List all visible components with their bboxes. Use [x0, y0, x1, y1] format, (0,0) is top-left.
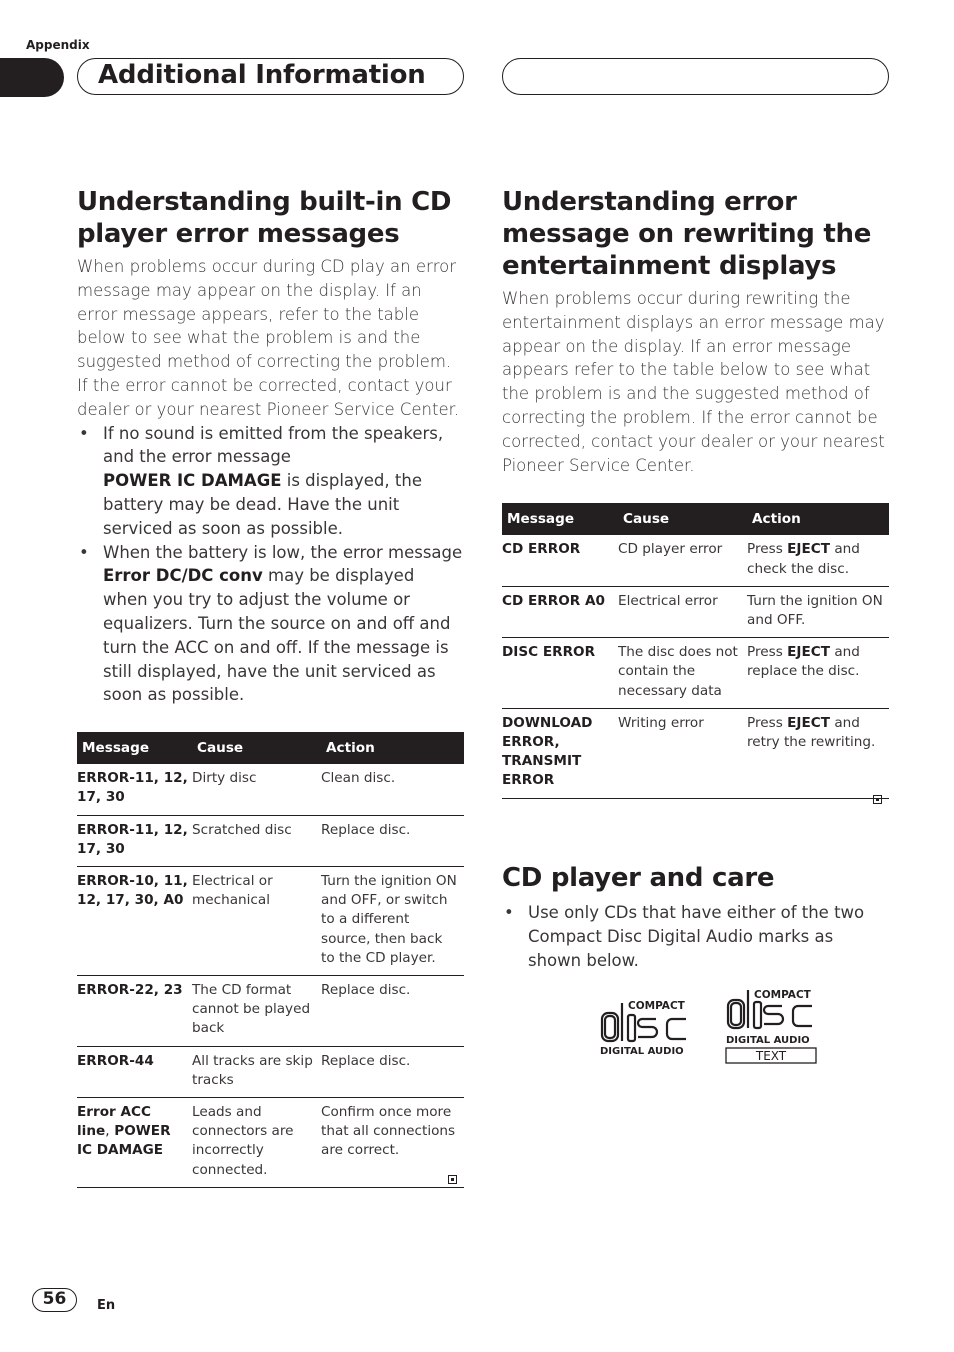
- table-row: Error ACC line, POWER IC DAMAGE Leads and connectors are incorrectly connected. Confirm once more that all connections are correct.: [77, 1097, 464, 1187]
- table-row: DISC ERROR The disc does not contain the necessary data Press EJECT and replace the disc.: [502, 638, 889, 709]
- care-heading: CD player and care: [502, 863, 775, 893]
- table-row: DOWNLOAD ERROR, TRANSMIT ERROR Writing error Press EJECT and retry the rewriting.: [502, 708, 889, 798]
- cd-error-bullets: [77, 422, 464, 708]
- care-bullets: [502, 901, 889, 972]
- logo1-bottom-text: DIGITAL AUDIO: [600, 1046, 684, 1057]
- logo2-top-text: COMPACT: [754, 989, 811, 1001]
- power-ic-message: POWER IC DAMAGE: [103, 471, 282, 491]
- table-row: CD ERROR CD player error Press EJECT and check the disc.: [502, 535, 889, 586]
- col-cause: Cause: [192, 732, 321, 764]
- logo2-bottom-text: DIGITAL AUDIO: [726, 1035, 810, 1046]
- end-mark-icon: [448, 1175, 457, 1184]
- header-title-pill: [77, 58, 464, 95]
- col-action: Action: [321, 732, 464, 764]
- language-code: En: [97, 1298, 116, 1313]
- section-label: Appendix: [26, 38, 90, 52]
- table-header-row: [502, 503, 889, 535]
- table-row: ERROR-11, 12, 17, 30 Dirty disc Clean disc.: [77, 764, 464, 815]
- page-number: 56: [32, 1288, 77, 1312]
- rewrite-error-intro: When problems occur during rewriting the entertainment displays an error message may appear on the display. If an error message appears refer to the table below to see what the problem is and the suggested method of correcting the problem. If the error cannot be corrected, contact your dealer or your nearest Pioneer Service Center.: [502, 289, 885, 475]
- logo1-top-text: COMPACT: [628, 1000, 685, 1012]
- care-bullet: • Use only CDs that have either of the two Compact Disc Digital Audio marks as shown below.: [502, 901, 889, 972]
- bullet-power-ic: • If no sound is emitted from the speakers, and the error message POWER IC DAMAGE is displayed, the battery may be dead. Have the unit serviced as soon as possible.: [77, 422, 464, 541]
- col-cause: Cause: [618, 503, 747, 535]
- table-row: ERROR-10, 11, 12, 17, 30, A0 Electrical or mechanical Turn the ignition ON and OFF, or switch to a different source, then back to the CD player.: [77, 866, 464, 975]
- left-column: [77, 186, 464, 1188]
- dcdc-message: Error DC/DC conv: [103, 566, 263, 586]
- compact-disc-digital-audio-text-logo: [724, 986, 820, 1068]
- cd-error-table: [77, 732, 464, 1188]
- cd-error-heading: Understanding built-in CD player error messages: [77, 187, 452, 249]
- table-row: ERROR-11, 12, 17, 30 Scratched disc Replace disc.: [77, 815, 464, 866]
- logo2-box-text: TEXT: [755, 1049, 787, 1063]
- header-empty-pill: [502, 58, 889, 95]
- section-tab: [0, 58, 64, 97]
- rewrite-error-table: [502, 503, 889, 798]
- col-message: Message: [77, 732, 192, 764]
- cd-error-intro: When problems occur during CD play an error message may appear on the display. If an error message appears, refer to the table below to see what the problem is and the suggested method of correcting the problem. If the error cannot be corrected, contact your dealer or your nearest Pioneer Service Center.: [77, 257, 460, 419]
- rewrite-error-heading: Understanding error message on rewriting the entertainment displays: [502, 187, 872, 281]
- table-row: ERROR-44 All tracks are skip tracks Replace disc.: [77, 1046, 464, 1097]
- page-title: Additional Information: [98, 60, 426, 90]
- col-message: Message: [502, 503, 618, 535]
- compact-disc-digital-audio-logo: [598, 997, 694, 1059]
- col-action: Action: [747, 503, 889, 535]
- right-column: [502, 186, 889, 799]
- table-row: ERROR-22, 23 The CD format cannot be played back Replace disc.: [77, 975, 464, 1046]
- table-row: CD ERROR A0 Electrical error Turn the ignition ON and OFF.: [502, 586, 889, 637]
- bullet-dcdc: • When the battery is low, the error message Error DC/DC conv may be displayed when you try to adjust the volume or equalizers. Turn the source on and off and turn the ACC on and off. If the message is still displayed, have the unit serviced as soon as possible.: [77, 541, 464, 708]
- table-header-row: [77, 732, 464, 764]
- care-section: [502, 862, 889, 972]
- end-mark-icon: [873, 795, 882, 804]
